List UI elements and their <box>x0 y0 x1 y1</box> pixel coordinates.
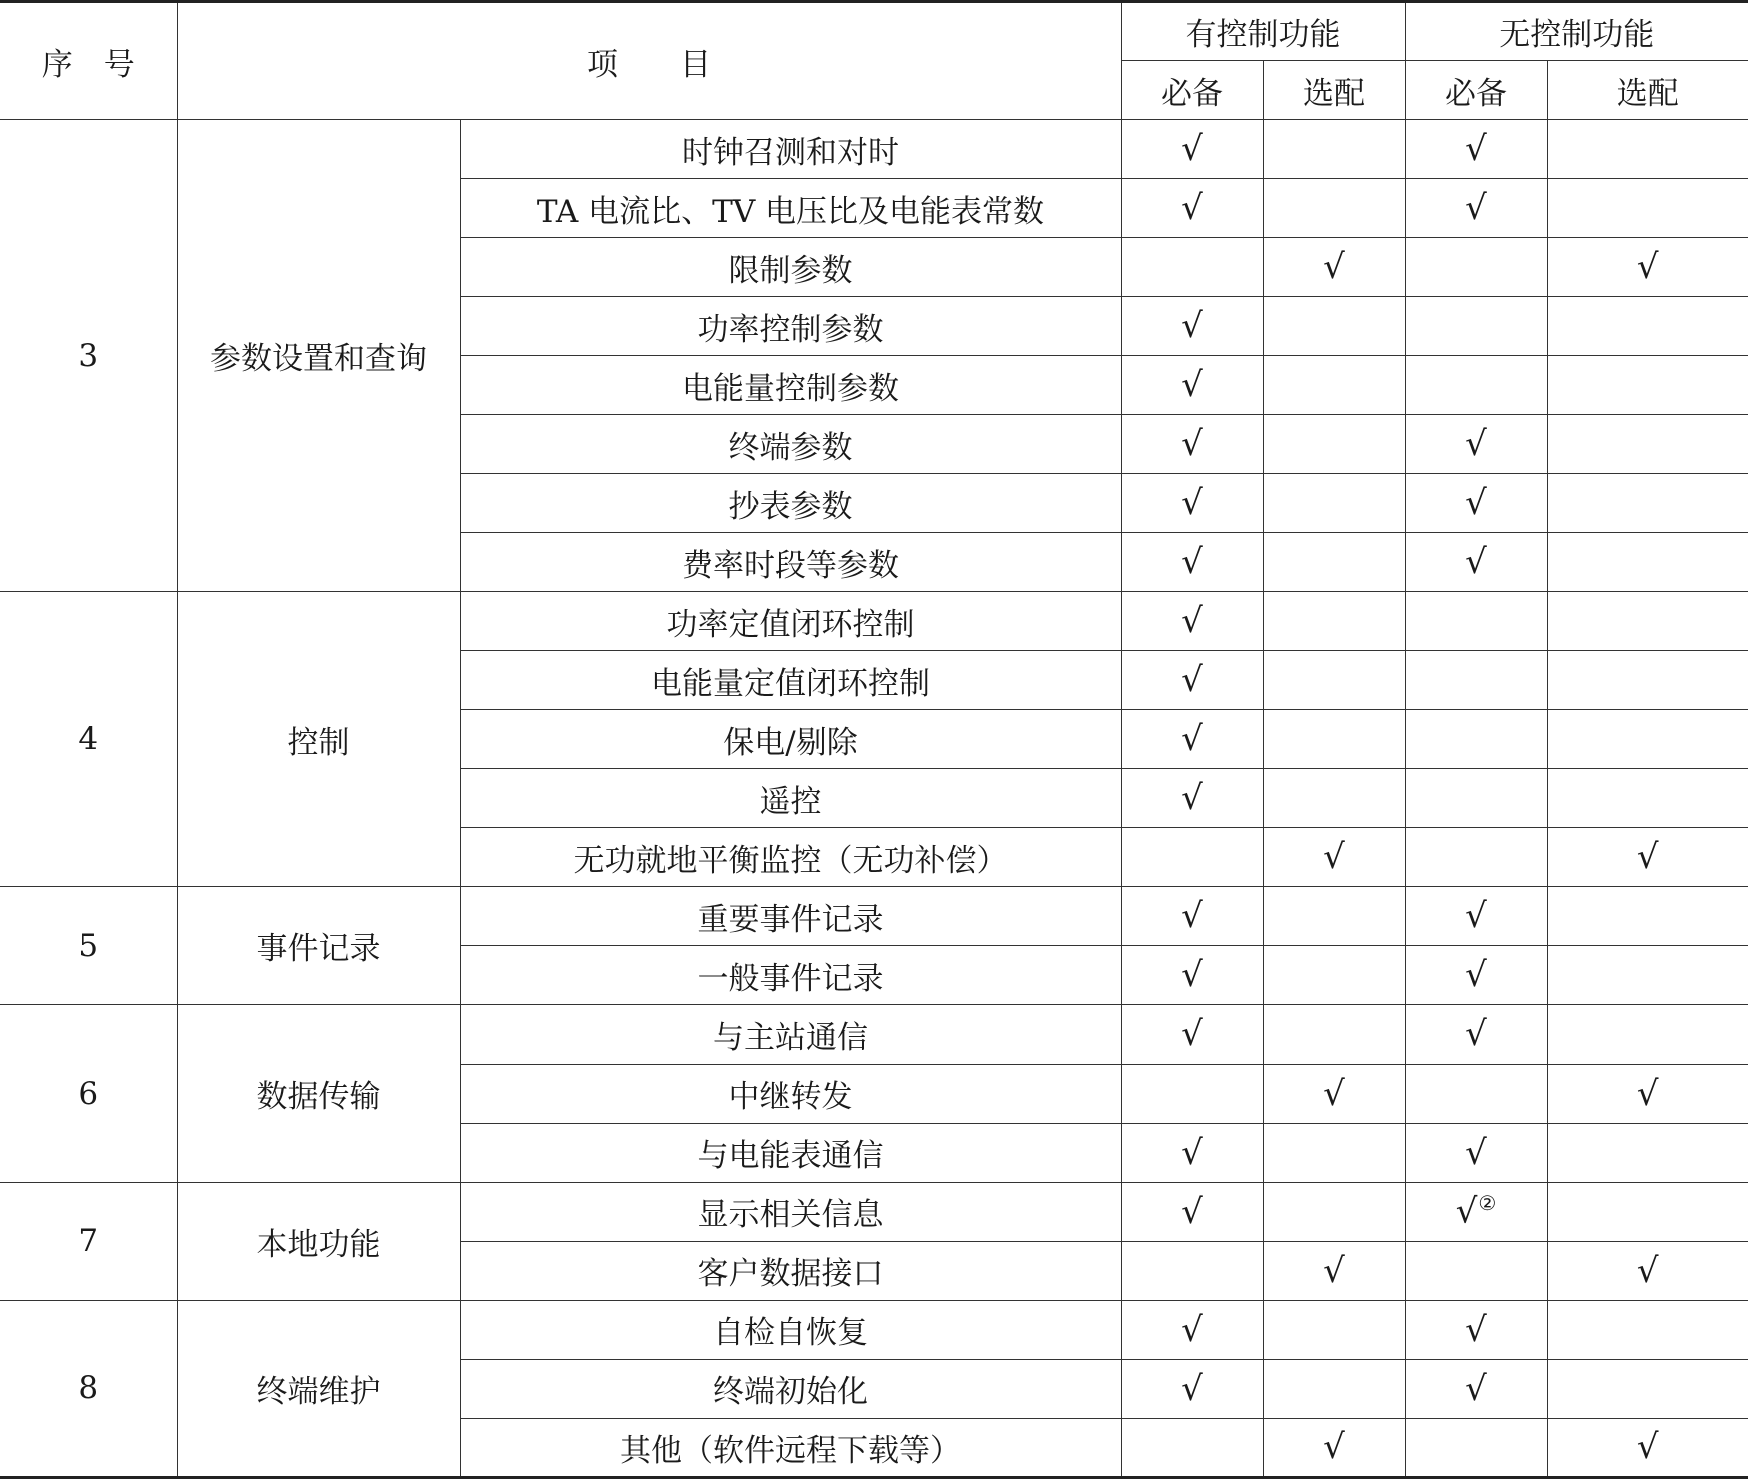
with-control-required-cell <box>1121 651 1263 710</box>
table-row <box>0 887 1748 946</box>
item-name: 保电/剔除 <box>460 710 1121 769</box>
with-control-optional-cell <box>1263 651 1405 710</box>
group-category: 数据传输 <box>177 1005 460 1182</box>
with-control-optional-cell <box>1263 592 1405 651</box>
header-without-control-required: 必备 <box>1405 61 1547 120</box>
group-category: 本地功能 <box>177 1182 460 1300</box>
without-control-required-cell <box>1405 1064 1547 1123</box>
without-control-required-cell <box>1405 179 1547 238</box>
with-control-optional-cell <box>1263 1241 1405 1300</box>
with-control-required-cell <box>1121 1182 1263 1241</box>
item-name: 无功就地平衡监控（无功补偿） <box>460 828 1121 887</box>
without-control-optional-cell <box>1547 592 1748 651</box>
with-control-optional-cell <box>1263 179 1405 238</box>
without-control-required-cell <box>1405 828 1547 887</box>
item-name: 与主站通信 <box>460 1005 1121 1064</box>
with-control-optional-cell <box>1263 238 1405 297</box>
without-control-required-cell <box>1405 592 1547 651</box>
check-mark: √ <box>1181 601 1203 642</box>
check-mark: √ <box>1181 542 1203 583</box>
with-control-optional-cell <box>1263 120 1405 179</box>
group-seq: 7 <box>0 1182 177 1300</box>
with-control-optional-cell <box>1263 887 1405 946</box>
header-seq: 序 号 <box>0 2 177 120</box>
check-mark: √ <box>1465 1014 1487 1055</box>
with-control-optional-cell <box>1263 1359 1405 1418</box>
without-control-required-cell <box>1405 1123 1547 1182</box>
item-name: TA 电流比、TV 电压比及电能表常数 <box>460 179 1121 238</box>
check-mark: √ <box>1181 955 1203 996</box>
without-control-optional-cell <box>1547 651 1748 710</box>
group-seq: 4 <box>0 592 177 887</box>
check-mark: √ <box>1465 424 1487 465</box>
with-control-optional-cell <box>1263 769 1405 828</box>
without-control-optional-cell <box>1547 1123 1748 1182</box>
item-name: 功率控制参数 <box>460 297 1121 356</box>
header-item: 项 目 <box>177 2 1121 120</box>
with-control-required-cell <box>1121 887 1263 946</box>
without-control-required-cell <box>1405 238 1547 297</box>
without-control-required-cell <box>1405 533 1547 592</box>
check-mark: √ <box>1465 483 1487 524</box>
without-control-optional-cell <box>1547 1182 1748 1241</box>
without-control-required-cell <box>1405 887 1547 946</box>
table-row <box>0 120 1748 179</box>
with-control-required-cell <box>1121 592 1263 651</box>
table-row <box>0 1005 1748 1064</box>
without-control-optional-cell <box>1547 533 1748 592</box>
with-control-required-cell <box>1121 769 1263 828</box>
check-mark: √ <box>1323 1427 1345 1468</box>
with-control-required-cell <box>1121 533 1263 592</box>
check-mark: √ <box>1181 424 1203 465</box>
without-control-optional-cell <box>1547 828 1748 887</box>
check-mark: √ <box>1181 365 1203 406</box>
group-seq: 5 <box>0 887 177 1005</box>
with-control-optional-cell <box>1263 1064 1405 1123</box>
with-control-optional-cell <box>1263 1300 1405 1359</box>
item-name: 中继转发 <box>460 1064 1121 1123</box>
with-control-optional-cell <box>1263 1418 1405 1477</box>
group-seq: 6 <box>0 1005 177 1182</box>
without-control-required-cell <box>1405 474 1547 533</box>
with-control-required-cell <box>1121 1300 1263 1359</box>
without-control-required-cell <box>1405 1300 1547 1359</box>
without-control-optional-cell <box>1547 1241 1748 1300</box>
with-control-optional-cell <box>1263 356 1405 415</box>
without-control-optional-cell <box>1547 1359 1748 1418</box>
item-name: 显示相关信息 <box>460 1182 1121 1241</box>
without-control-optional-cell <box>1547 946 1748 1005</box>
without-control-required-cell <box>1405 120 1547 179</box>
check-mark: √ <box>1465 1368 1487 1409</box>
check-mark: √ <box>1181 719 1203 760</box>
with-control-required-cell <box>1121 297 1263 356</box>
header-without-control: 无控制功能 <box>1405 2 1748 61</box>
item-name: 时钟召测和对时 <box>460 120 1121 179</box>
without-control-optional-cell <box>1547 769 1748 828</box>
check-mark: √ <box>1181 188 1203 229</box>
without-control-required-cell <box>1405 1418 1547 1477</box>
check-mark: √ <box>1465 129 1487 170</box>
with-control-required-cell <box>1121 415 1263 474</box>
without-control-required-cell <box>1405 356 1547 415</box>
with-control-required-cell <box>1121 474 1263 533</box>
with-control-optional-cell <box>1263 710 1405 769</box>
check-mark: √ <box>1636 1073 1659 1114</box>
check-mark: √ <box>1323 247 1345 288</box>
check-mark: √ <box>1181 896 1203 937</box>
with-control-optional-cell <box>1263 1182 1405 1241</box>
without-control-optional-cell <box>1547 887 1748 946</box>
item-name: 电能量定值闭环控制 <box>460 651 1121 710</box>
item-name: 限制参数 <box>460 238 1121 297</box>
check-mark: √ <box>1181 483 1203 524</box>
with-control-optional-cell <box>1263 533 1405 592</box>
without-control-required-cell <box>1405 1182 1547 1241</box>
footnote-marker: ② <box>1478 1191 1497 1216</box>
with-control-required-cell <box>1121 120 1263 179</box>
without-control-required-cell <box>1405 710 1547 769</box>
without-control-required-cell <box>1405 946 1547 1005</box>
without-control-optional-cell <box>1547 710 1748 769</box>
without-control-optional-cell <box>1547 1005 1748 1064</box>
without-control-required-cell <box>1405 1005 1547 1064</box>
check-mark: √ <box>1455 1191 1478 1232</box>
with-control-optional-cell <box>1263 474 1405 533</box>
without-control-required-cell <box>1405 651 1547 710</box>
with-control-optional-cell <box>1263 828 1405 887</box>
with-control-optional-cell <box>1263 415 1405 474</box>
item-name: 费率时段等参数 <box>460 533 1121 592</box>
check-mark: √ <box>1181 1309 1203 1350</box>
check-mark: √ <box>1181 1014 1203 1055</box>
group-seq: 3 <box>0 120 177 592</box>
with-control-required-cell <box>1121 356 1263 415</box>
check-mark: √ <box>1636 837 1659 878</box>
with-control-required-cell <box>1121 710 1263 769</box>
without-control-optional-cell <box>1547 238 1748 297</box>
item-name: 终端初始化 <box>460 1359 1121 1418</box>
check-mark: √ <box>1323 1250 1345 1291</box>
with-control-required-cell <box>1121 1241 1263 1300</box>
table-row <box>0 1182 1748 1241</box>
item-name: 其他（软件远程下载等） <box>460 1418 1121 1477</box>
table-row <box>0 1300 1748 1359</box>
check-mark: √ <box>1465 542 1487 583</box>
header-without-control-optional: 选配 <box>1547 61 1748 120</box>
check-mark: √ <box>1636 1250 1659 1291</box>
check-mark: √ <box>1181 129 1203 170</box>
item-name: 重要事件记录 <box>460 887 1121 946</box>
with-control-required-cell <box>1121 946 1263 1005</box>
check-mark: √ <box>1181 778 1203 819</box>
with-control-required-cell <box>1121 1123 1263 1182</box>
with-control-optional-cell <box>1263 297 1405 356</box>
without-control-required-cell <box>1405 415 1547 474</box>
without-control-optional-cell <box>1547 120 1748 179</box>
item-name: 功率定值闭环控制 <box>460 592 1121 651</box>
without-control-optional-cell <box>1547 1300 1748 1359</box>
group-category: 控制 <box>177 592 460 887</box>
with-control-required-cell <box>1121 238 1263 297</box>
without-control-optional-cell <box>1547 179 1748 238</box>
item-name: 终端参数 <box>460 415 1121 474</box>
check-mark: √ <box>1636 1427 1659 1468</box>
without-control-optional-cell <box>1547 297 1748 356</box>
check-mark: √ <box>1465 896 1487 937</box>
check-mark: √ <box>1181 306 1203 347</box>
check-mark: √ <box>1181 1368 1203 1409</box>
without-control-optional-cell <box>1547 1064 1748 1123</box>
group-category: 参数设置和查询 <box>177 120 460 592</box>
with-control-required-cell <box>1121 1359 1263 1418</box>
check-mark: √ <box>1181 660 1203 701</box>
with-control-required-cell <box>1121 1005 1263 1064</box>
with-control-required-cell <box>1121 1064 1263 1123</box>
header-with-control: 有控制功能 <box>1121 2 1405 61</box>
item-name: 与电能表通信 <box>460 1123 1121 1182</box>
item-name: 遥控 <box>460 769 1121 828</box>
without-control-optional-cell <box>1547 474 1748 533</box>
without-control-required-cell <box>1405 1359 1547 1418</box>
group-seq: 8 <box>0 1300 177 1477</box>
table-body <box>0 120 1748 1478</box>
check-mark: √ <box>1323 1073 1345 1114</box>
without-control-required-cell <box>1405 1241 1547 1300</box>
check-mark: √ <box>1465 188 1487 229</box>
header-with-control-optional: 选配 <box>1263 61 1405 120</box>
with-control-optional-cell <box>1263 946 1405 1005</box>
with-control-required-cell <box>1121 828 1263 887</box>
group-category: 事件记录 <box>177 887 460 1005</box>
item-name: 客户数据接口 <box>460 1241 1121 1300</box>
without-control-optional-cell <box>1547 415 1748 474</box>
item-name: 一般事件记录 <box>460 946 1121 1005</box>
check-mark: √ <box>1465 955 1487 996</box>
item-name: 电能量控制参数 <box>460 356 1121 415</box>
table-header <box>0 2 1748 120</box>
with-control-required-cell <box>1121 179 1263 238</box>
check-mark: √ <box>1181 1132 1203 1173</box>
with-control-optional-cell <box>1263 1005 1405 1064</box>
table-row <box>0 592 1748 651</box>
with-control-optional-cell <box>1263 1123 1405 1182</box>
item-name: 抄表参数 <box>460 474 1121 533</box>
check-mark: √ <box>1323 837 1345 878</box>
without-control-required-cell <box>1405 297 1547 356</box>
group-category: 终端维护 <box>177 1300 460 1477</box>
check-mark: √ <box>1181 1191 1203 1232</box>
without-control-optional-cell <box>1547 356 1748 415</box>
check-mark: √ <box>1465 1309 1487 1350</box>
without-control-required-cell <box>1405 769 1547 828</box>
without-control-optional-cell <box>1547 1418 1748 1477</box>
check-mark: √ <box>1636 247 1659 288</box>
check-mark: √ <box>1465 1132 1487 1173</box>
header-with-control-required: 必备 <box>1121 61 1263 120</box>
with-control-required-cell <box>1121 1418 1263 1477</box>
item-name: 自检自恢复 <box>460 1300 1121 1359</box>
